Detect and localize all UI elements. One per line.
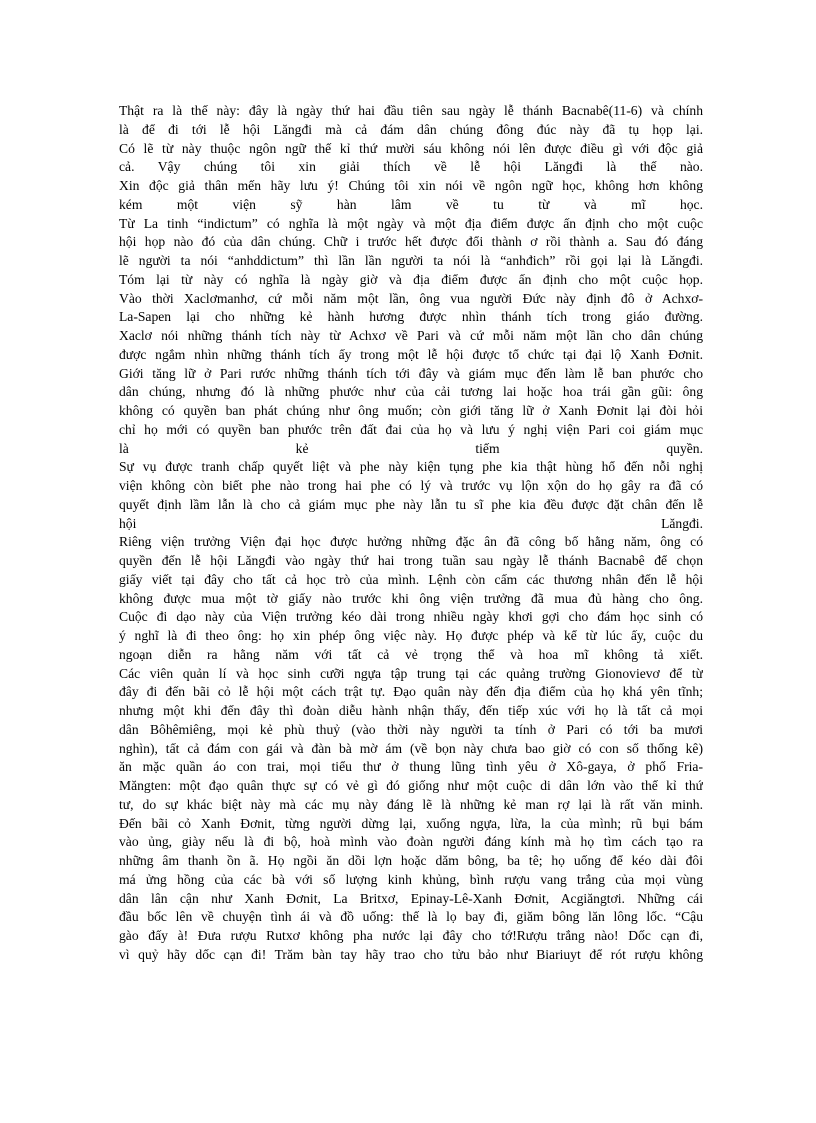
text-line: không có quyền ban phát chúng như ông muốn; còn giới tăng lữ ở Xanh Đơnit lại đòi hỏi xyxy=(119,403,703,418)
text-line: nhưng một khi đến đây thì đoàn diễu hành nhận thấy, đến tiếp xúc với họ là tất cả mọi xyxy=(119,703,703,718)
text-line: những âm thanh ồn ã. Họ ngồi ăn dồi lợn hoặc dăm bông, ba tê; họ uống để kéo dài đôi xyxy=(119,853,703,868)
text-line: Tóm lại từ này có nghĩa là ngày giờ và địa điểm được ấn định cho một cuộc họp. xyxy=(119,271,703,287)
text-line: cả. Vậy chúng tôi xin giải thích về lễ hội Lăngđi là thế nào. xyxy=(119,159,703,175)
text-line: dân lân cận như Xanh Đơnit, La Britxơ, Epinay-Lê-Xanh Đơnit, Acgiăngtơi. Những cái xyxy=(119,890,703,906)
text-line: ngoạn diễn ra hằng năm với tất cả vẻ trọng thể và hoa mĩ không tả xiết. xyxy=(119,646,703,662)
text-line: không được mua một tờ giấy nào trước khi ông viện trưởng đã mua đủ hàng cho ông. xyxy=(119,590,703,606)
text-line: là để đi tới lễ hội Lăngđi mà cả đám dân chúng đông đúc này đã tụ họp lại. xyxy=(119,121,703,137)
text-line: ý nghĩ là đi theo ông: họ xin phép ông việc này. Họ được phép và kể từ lúc ấy, cuộc du xyxy=(119,628,703,643)
text-line: viện không còn biết phe nào trong hai phe có lý và trước vụ lộn xộn do họ gây ra đã có xyxy=(119,478,703,493)
text-line: Xaclơ nói những thánh tích này từ Achxơ về Pari và cứ mỗi năm một lần cho dân chúng xyxy=(119,328,703,343)
text-line: Từ La tinh “indictum” có nghĩa là một ngày và một địa điểm được ấn định cho một cuộc xyxy=(119,215,703,231)
text-line: Sự vụ được tranh chấp quyết liệt và phe này kiện tụng phe kia thật hùng hổ đến nỗi nghị xyxy=(119,459,703,475)
text-line: đây đi đến bãi cỏ lễ hội một cách trật tự. Đạo quân này đến địa điểm của họ khá yên tĩnh; xyxy=(119,684,703,700)
text-line: được ngắm nhìn những thánh tích ấy trong một lễ hội được tổ chức tại đại lộ Xanh Đơnit. xyxy=(119,346,703,362)
text-line: Giới tăng lữ ở Pari rước những thánh tích tới đây và giám mục đến làm lễ ban phước cho xyxy=(119,365,703,381)
text-line: quyền đến lễ hội Lăngđi vào ngày thứ hai trong tuần sau ngày lễ thánh Bacnabê để chọn xyxy=(119,553,703,568)
text-line: Cuộc đi dạo này của Viện trưởng kéo dài trong nhiều ngày khơi gợi cho đám học sinh có xyxy=(119,609,703,625)
text-line: chỉ họ mới có quyền ban phước trên đất đai của họ và lưu ý nghị viện Pari coi giám mục xyxy=(119,421,703,437)
text-line: tư, do sự khác biệt này mà các mụ này đáng lẽ là những kẻ man rợ lại là rất văn minh. xyxy=(119,796,703,812)
text-line: má ửng hồng của các bà với số lượng kinh khủng, bình rượu vang trắng của mọi vùng xyxy=(119,871,703,887)
text-line: gào đấy à! Đưa rượu Rutxơ không pha nước lại đây cho tớ!Rượu trắng nào! Dốc cạn đi, xyxy=(119,928,703,943)
text-line: giấy viết tại đây cho tất cả học trò của mình. Lệnh còn cấm các thương nhân đến lễ hội xyxy=(119,571,703,587)
text-line: kém một viện sỹ hàn lâm về tu từ và mĩ học. xyxy=(119,196,703,212)
text-line: nghìn), tất cả đám con gái và đàn bà mờ ám (về bọn này chưa bao giờ có con số thống kê) xyxy=(119,740,703,756)
text-line: Các viên quản lí và học sinh cưỡi ngựa tập trung tại các quảng trường Gionovievơ để từ xyxy=(119,665,703,681)
text-line: vì quỷ hãy dốc cạn đi! Trăm bàn tay hãy trao cho tửu bảo như Biariuyt để rót rượu không xyxy=(119,946,703,962)
text-line: lẽ người ta nói “anhddictum” thì lần lần người ta nói là “anhđich” rồi gọi lại là Lăngđi. xyxy=(119,253,703,268)
text-line: dân Bôhêmiêng, mọi kẻ phù thuỷ (vào thời này người ta tính ở Pari có tới ba mươi xyxy=(119,721,703,737)
text-line: Đến bãi cỏ Xanh Đơnit, từng người dừng lại, xuống ngựa, lừa, la của mình; rũ bụi bám xyxy=(119,815,703,831)
text-line: đầu bốc lên về chuyện tình ái và đồ uống: thế là lọ bay đi, giăm bông lăn lông lốc. “Cậu xyxy=(119,909,703,925)
text-line: Thật ra là thế này: đây là ngày thứ hai đầu tiên sau ngày lễ thánh Bacnabê(11-6) và chính xyxy=(119,103,703,118)
text-line: hội họp nào đó của dân chúng. Chữ i trước hết được đổi thành ơ rồi thành a. Sau đó đáng xyxy=(119,234,703,250)
document-body xyxy=(119,102,703,965)
text-line: Măngten: một đạo quân thực sự có vẻ gì đó giống như một cuộc di dân lớn vào thế kỉ thứ xyxy=(119,778,703,793)
text-line: ăn mặc quần áo con trai, mọi tiểu thư ở thung lũng tình yêu ở Xô-gaya, ở phố Fria- xyxy=(119,759,703,775)
text-line: Xin độc giả thân mến hãy lưu ý! Chúng tôi xin nói về ngôn ngữ học, không hơn không xyxy=(119,178,703,193)
text-line: Có lẽ từ này thuộc ngôn ngữ thế kỉ thứ mười sáu không nói lên được điều gì với độc giả xyxy=(119,140,703,156)
text-line: dân chúng, nhưng đó là những phước như của cải tương lai hoặc hoa trái gần gũi: ông xyxy=(119,384,703,400)
text-line: vào ủng, giày nếu là đi bộ, hoà mình vào đoàn người đáng kính mà họ tìm cách tạo ra xyxy=(119,834,703,850)
text-line: quyết định lầm lẫn là cho cả giám mục phe này lẫn tu sĩ phe kia đều được đặt chân đến lễ xyxy=(119,496,703,512)
text-line: hội Lăngđi. xyxy=(119,515,703,531)
text-line: La-Sapen lại cho những kẻ hành hương được nhìn thánh tích trong giáo đường. xyxy=(119,309,703,325)
text-line: Vào thời Xaclơmanhơ, cứ mỗi năm một lần, ông vua người Đức này định đô ở Achxơ- xyxy=(119,290,703,306)
text-line: Riêng viện trưởng Viện đại học được hưởng những đặc ân đã công bố hằng năm, ông có xyxy=(119,534,703,550)
text-line: là kẻ tiếm quyền. xyxy=(119,440,703,456)
